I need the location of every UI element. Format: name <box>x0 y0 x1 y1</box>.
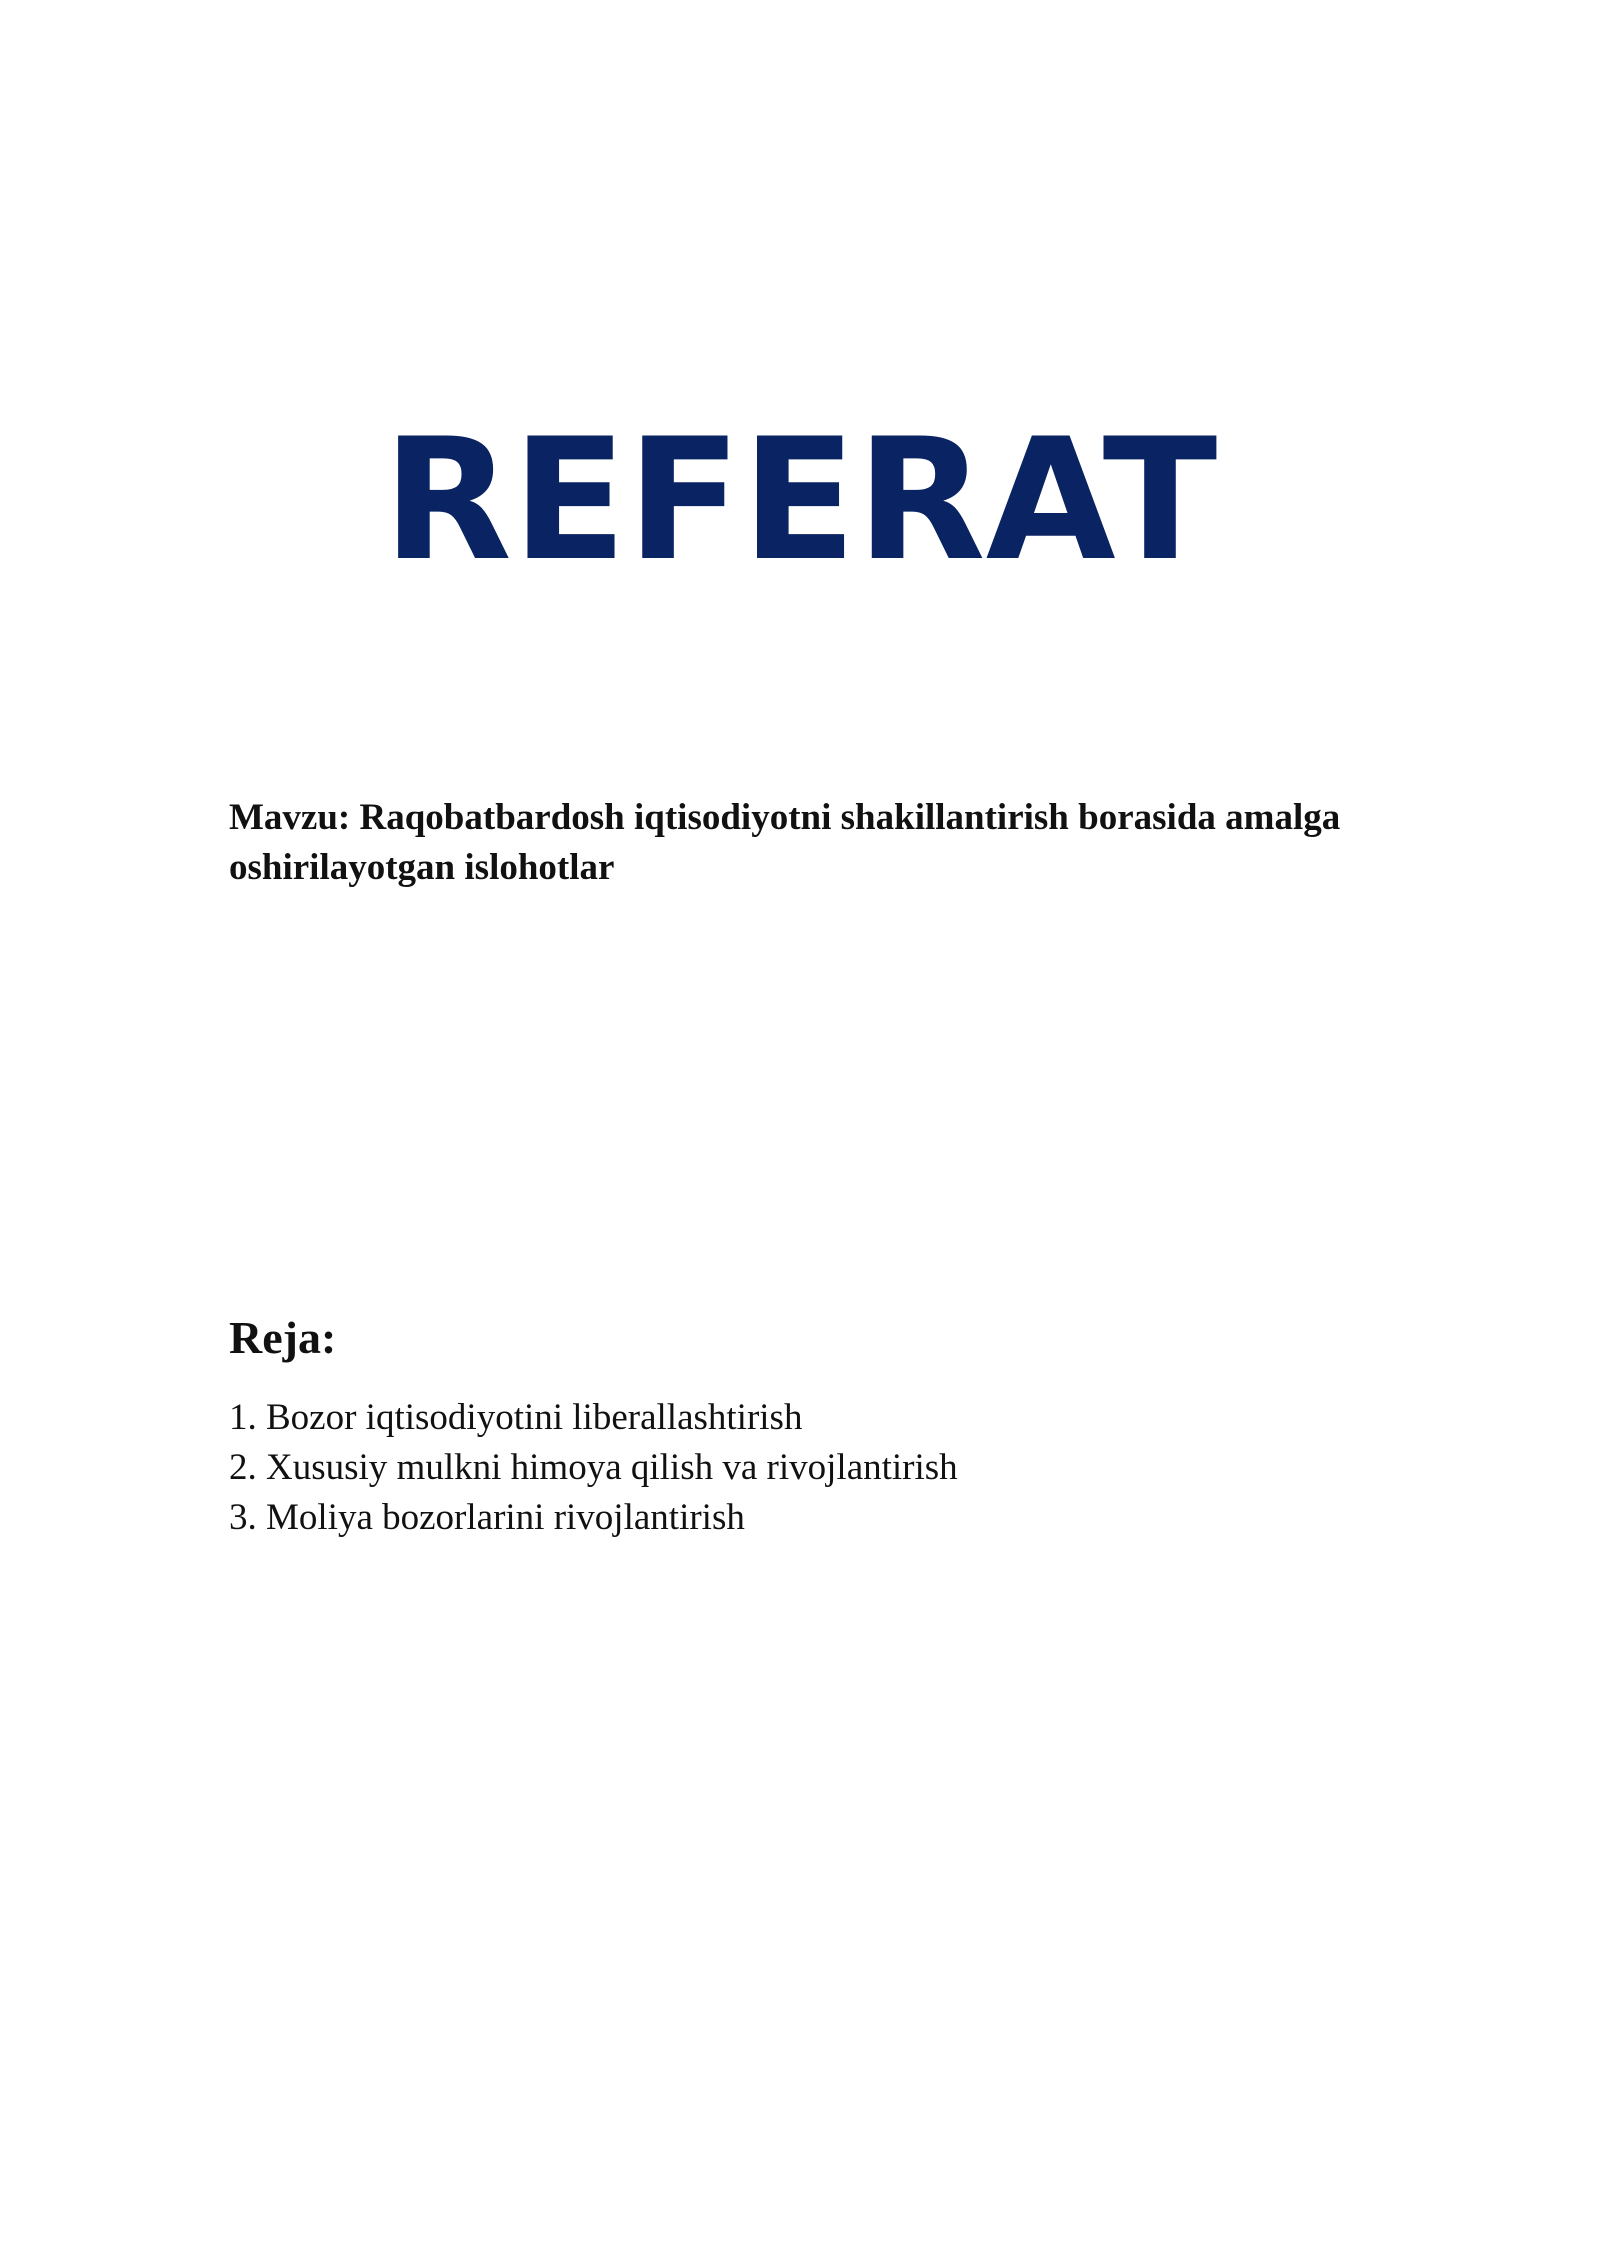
plan-item: 2. Xususiy mulkni himoya qilish va rivojlantirish <box>229 1447 958 1488</box>
plan-item: 3. Moliya bozorlarini rivojlantirish <box>229 1497 745 1538</box>
plan-heading: Reja: <box>229 1312 337 1363</box>
document-title: REFERAT <box>382 402 1218 598</box>
plan-item: 1. Bozor iqtisodiyotini liberallashtirish <box>229 1397 803 1438</box>
topic-text: Mavzu: Raqobatbardosh iqtisodiyotni shakillantirish borasida amalga oshirilayotgan islohotlar <box>229 797 1341 888</box>
plan-list <box>229 1393 958 1543</box>
